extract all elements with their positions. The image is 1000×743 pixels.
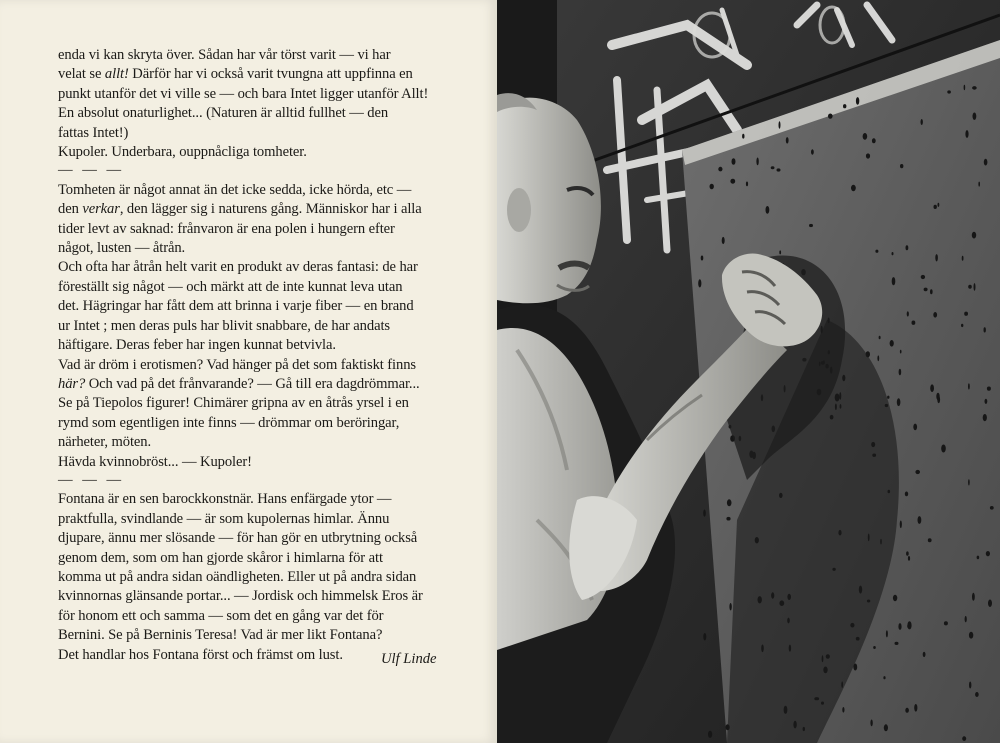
text-line: enda vi kan skryta över. Sådan har vår törst varit — vi har [58, 47, 391, 63]
text-line: punkt utanför det vi ville se — och bara Intet ligger utanför Allt! [58, 85, 429, 102]
text-line: velat se allt! Därför har vi också varit tvungna att uppfinna en [58, 66, 413, 83]
text-line: den verkar, den lägger sig i naturens gång. Människor har i alla [58, 201, 422, 218]
text-line: Det handlar hos Fontana först och främst om lust. [58, 646, 343, 663]
text-line: Bernini. Se på Berninis Teresa! Vad är mer likt Fontana? [58, 627, 383, 644]
text-line: Tomheten är något annat än det icke sedda, icke hörda, etc — [58, 181, 412, 198]
text-line: för honom ett och samma — som det en gång var det för [58, 607, 384, 624]
text-line: kvinnornas glänsande portar... — Jordisk och himmelsk Eros är [58, 588, 423, 605]
text-page [0, 0, 497, 743]
text-line: Se på Tiepolos figurer! Chimärer gripna av en åtrås yrsel i en [58, 395, 409, 412]
text-line: närheter, möten. [58, 434, 152, 451]
text-line: komma ut på andra sidan oändligheten. Eller ut på andra sidan [58, 568, 417, 585]
author-signature: Ulf Linde [381, 651, 437, 667]
text-line: föreställt sig något — och märkt att de inte kunnat leva utan [58, 278, 403, 295]
essay-text [58, 46, 478, 665]
text-line: Vad är dröm i erotismen? Vad hänger på det som faktiskt finns [58, 356, 416, 373]
text-line: Kupoler. Underbara, ouppnåcliga tomheter. [58, 144, 307, 161]
text-line: här? Och vad på det frånvarande? — Gå till era dagdrömmar... [58, 375, 420, 392]
text-line: praktfulla, svindlande — är som kupolernas himlar. Ännu [58, 510, 390, 527]
text-line: tider levt av saknad: frånvaron är ena polen i hungern efter [58, 220, 395, 237]
text-line: djupare, ännu mer slösande — för han gör en utbrytning också [58, 530, 418, 547]
text-line: rymd som egentligen inte finns — drömmar om beröringar, [58, 414, 400, 431]
text-line: häftigare. Deras feber har ingen kunnat betvivla. [58, 337, 336, 354]
text-line: genom dem, som om han gjorde skåror i himlarna för att [58, 549, 383, 566]
text-line: något, lusten — åtrån. [58, 240, 186, 257]
text-line: Och ofta har åtrån helt varit en produkt av deras fantasi: de har [58, 259, 418, 276]
text-line: det. Hägringar har fått dem att brinna i varje fiber — en brand [58, 298, 414, 315]
section-separator: — — — [58, 162, 125, 179]
text-line: Fontana är en sen barockkonstnär. Hans enfärgade ytor — [58, 491, 392, 508]
text-line: Hävda kvinnobröst... — Kupoler! [58, 453, 252, 470]
text-line: En absolut onaturlighet... (Naturen är alltid fullhet — den [58, 105, 389, 122]
photo-page [497, 0, 1000, 743]
text-line: ur Intet ; men deras puls har blivit snabbare, de har andats [58, 317, 390, 334]
section-separator: — — — [58, 471, 125, 488]
artist-photo [497, 0, 1000, 743]
text-line: fattas Intet!) [58, 124, 129, 141]
